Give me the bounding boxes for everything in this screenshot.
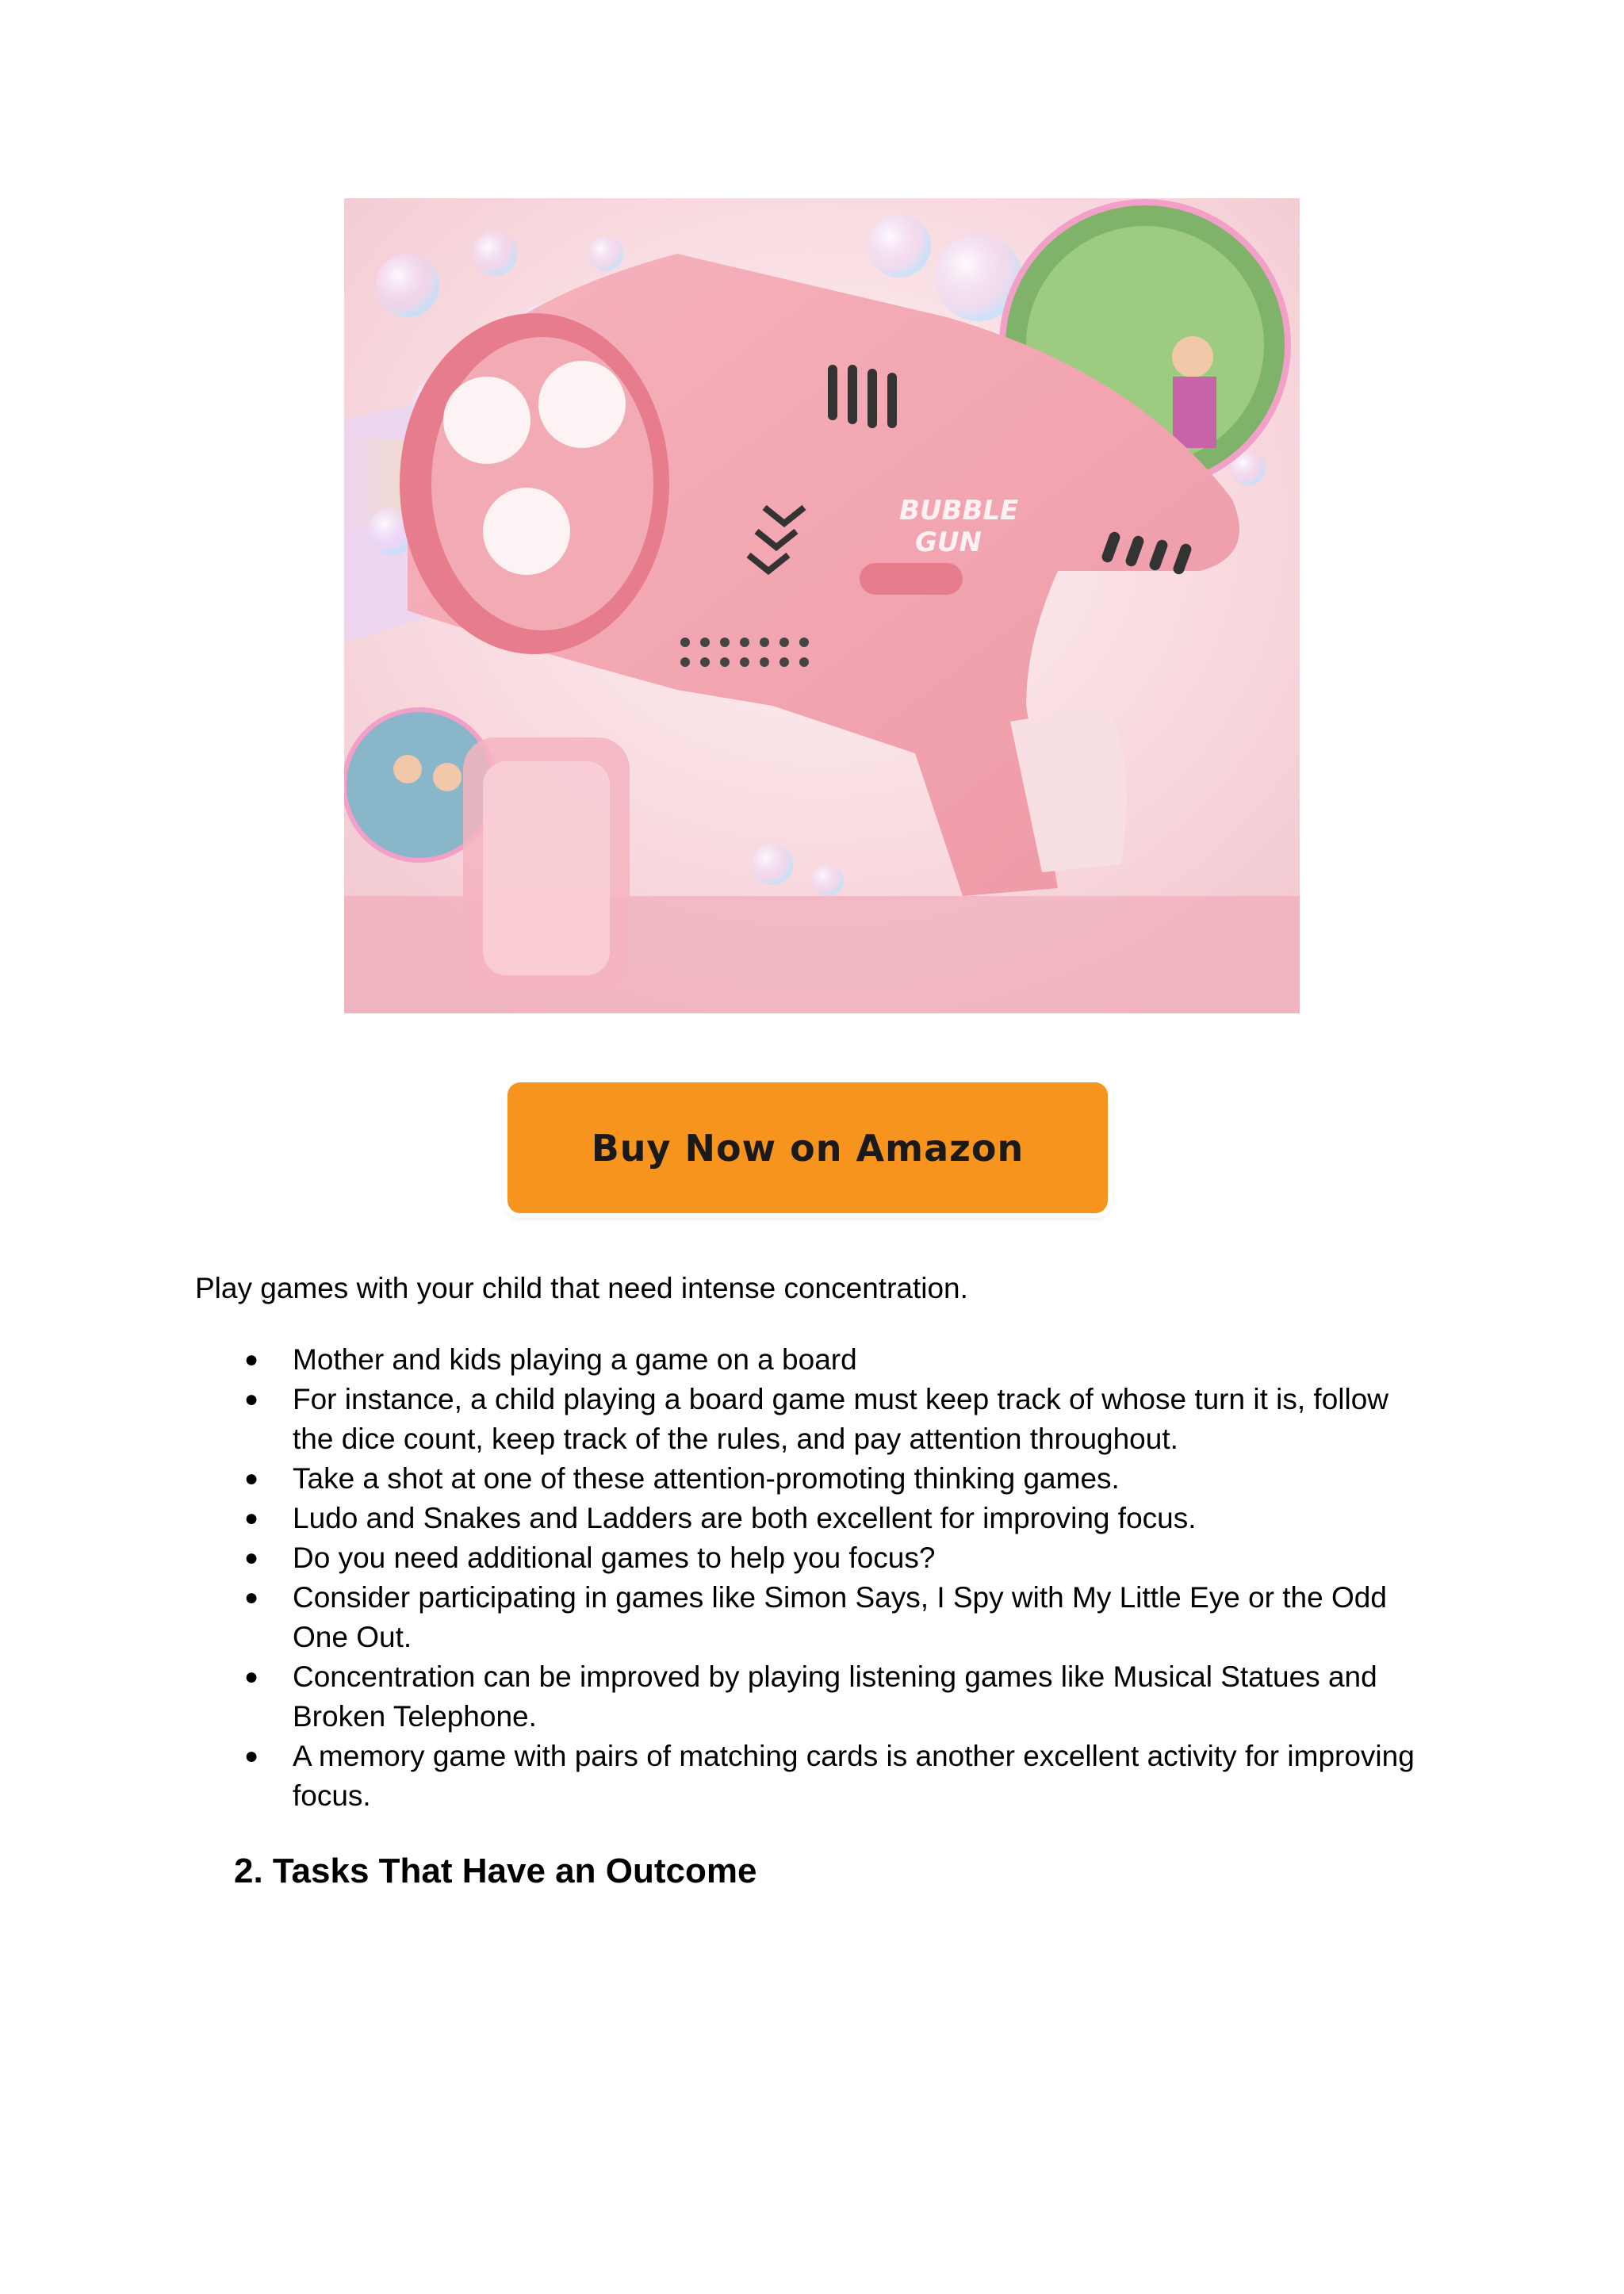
bullet-icon: ● (244, 1386, 259, 1412)
buy-now-amazon-button[interactable]: Buy Now on Amazon (508, 1082, 1108, 1213)
brand-text-gun: GUN (915, 527, 982, 558)
list-item-text: A memory game with pairs of matching cards is another excellent activity for improving focus. (293, 1740, 1415, 1812)
brand-text-bubble: BUBBLE (899, 495, 1019, 527)
bullet-list (195, 1340, 1432, 1816)
intro-paragraph: Play games with your child that need intense concentration. (195, 1272, 968, 1304)
product-image (344, 198, 1300, 1013)
list-item (195, 1380, 1432, 1459)
list-item (195, 1538, 1432, 1578)
list-item (195, 1657, 1432, 1737)
list-item-text: Ludo and Snakes and Ladders are both excellent for improving focus. (293, 1502, 1197, 1534)
bullet-icon: ● (244, 1584, 259, 1610)
list-item-text: For instance, a child playing a board game must keep track of whose turn it is, follow the dice count, keep track of the rules, and pay attention throughout. (293, 1383, 1389, 1455)
list-item (195, 1340, 1432, 1380)
section-heading: 2. Tasks That Have an Outcome (234, 1852, 757, 1890)
bullet-icon: ● (244, 1505, 259, 1531)
list-item-text: Take a shot at one of these attention-promoting thinking games. (293, 1462, 1120, 1495)
bullet-icon: ● (244, 1664, 259, 1690)
list-item-text: Concentration can be improved by playing listening games like Musical Statues and Broken Telephone. (293, 1660, 1377, 1733)
list-item-text: Consider participating in games like Simon Says, I Spy with My Little Eye or the Odd One Out. (293, 1581, 1387, 1653)
bullet-icon: ● (244, 1465, 259, 1492)
list-item (195, 1499, 1432, 1538)
bubble-gun-illustration (344, 198, 1300, 1013)
bullet-icon: ● (244, 1743, 259, 1769)
bullet-icon: ● (244, 1346, 259, 1373)
list-item (195, 1459, 1432, 1499)
list-item (195, 1737, 1432, 1816)
bullet-icon: ● (244, 1545, 259, 1571)
list-item (195, 1578, 1432, 1657)
list-item-text: Mother and kids playing a game on a board (293, 1343, 857, 1376)
list-item-text: Do you need additional games to help you focus? (293, 1541, 936, 1574)
